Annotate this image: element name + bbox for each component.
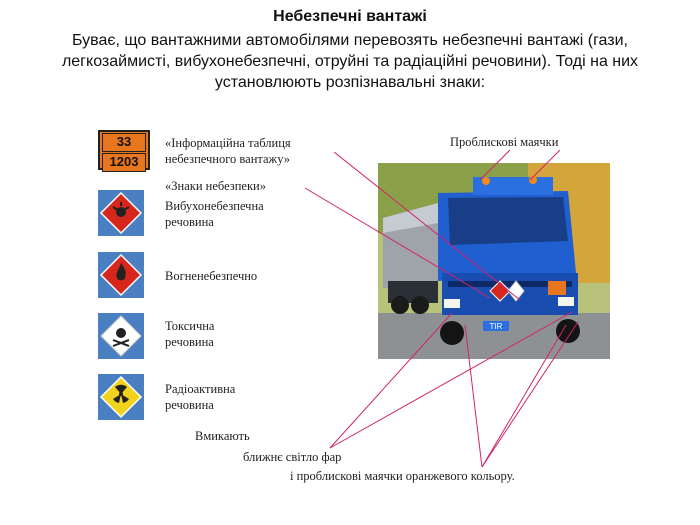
orange-beacons-label: і проблискові маячки оранжевого кольору. — [290, 469, 515, 483]
pointer-lowbeam-left — [330, 313, 452, 448]
page-title: Небезпечні вантажі — [273, 8, 427, 25]
pointer-lowbeam-right — [330, 312, 572, 448]
pointer-beacon-left — [480, 150, 510, 180]
intro-text: Буває, що вантажними автомобілями перевозять небезпечні вантажі (гази, легкозаймисті, вибухонебезпечні, отруйні та радіаційні речовини). Тоді на них установлюють розпізнавальні знаки: — [61, 32, 639, 91]
radioactive-label: Радіоактивна речовина — [165, 382, 236, 412]
pointer-info-table — [334, 152, 520, 300]
pointer-beacon-bottom-2 — [482, 325, 566, 467]
pointer-beacon-bottom-1 — [465, 325, 482, 467]
pointer-beacon-bottom-3 — [482, 322, 578, 467]
switch-on-label: Вмикають — [195, 429, 250, 443]
beacons-label: Проблискові маячки — [450, 135, 559, 149]
tir-plate-text: TIR — [489, 322, 503, 331]
explosive-label: Вибухонебезпечна речовина — [165, 199, 264, 229]
pointer-beacon-right — [530, 150, 560, 180]
plate-top-number: 33 — [102, 133, 146, 152]
toxic-label: Токсична речовина — [165, 319, 215, 349]
plate-bottom-number: 1203 — [102, 153, 146, 172]
flammable-label: Вогненебезпечно — [165, 269, 258, 283]
pointer-danger-signs — [305, 188, 490, 298]
danger-signs-label: «Знаки небезпеки» — [165, 179, 266, 193]
info-table-label: «Інформаційна таблиця небезпечного вантажу» — [165, 136, 291, 166]
low-beam-label: ближнє світло фар — [243, 450, 342, 464]
